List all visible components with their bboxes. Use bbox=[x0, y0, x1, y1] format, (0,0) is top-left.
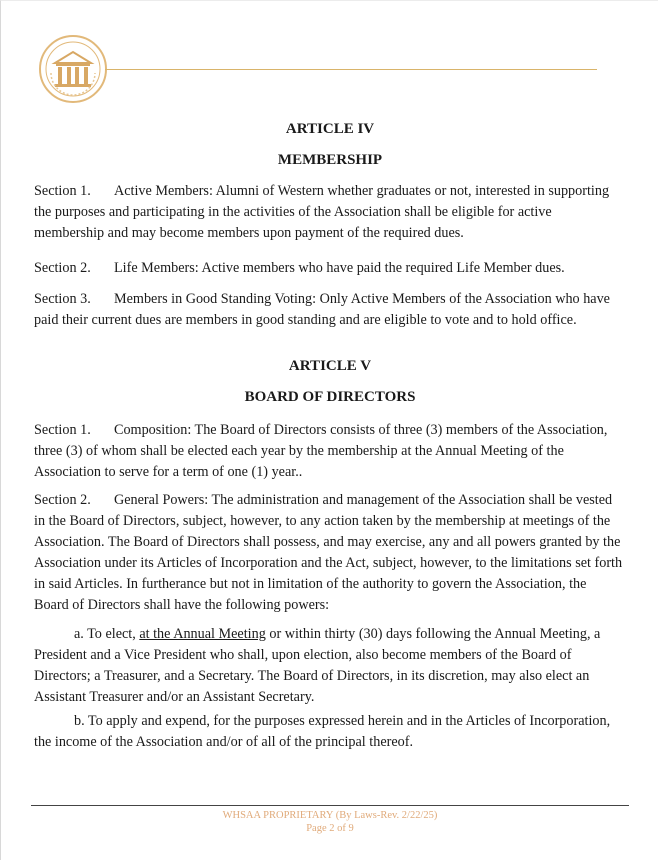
section-number: Section 3. bbox=[34, 291, 91, 307]
header-rule bbox=[105, 69, 597, 70]
section-number: Section 1. bbox=[34, 422, 91, 438]
article-v-section-2 bbox=[34, 490, 624, 616]
article-iv-title: ARTICLE IV bbox=[285, 121, 375, 137]
article-iv-subtitle: MEMBERSHIP bbox=[277, 152, 383, 168]
section-text: Composition: The Board of Directors consists of three (3) members of the Association, three (3) of whom shall be elected each year by the membership at the Annual Meeting of the Association to serve for a term of one (1) year.. bbox=[34, 422, 608, 480]
section-number: Section 2. bbox=[34, 260, 91, 276]
section-text: Members in Good Standing Voting: Only Active Members of the Association who have paid their current dues are members in good standing and are eligible to vote and to hold office. bbox=[34, 291, 610, 328]
section-text: Active Members: Alumni of Western whether graduates or not, interested in supporting the purposes and participating in the activities of the Association shall be eligible for active membership and may become members upon payment of the required dues. bbox=[34, 183, 610, 241]
footer-rule bbox=[31, 805, 629, 806]
power-item-b bbox=[34, 711, 624, 753]
footer-page-number: Page 2 of 9 bbox=[306, 823, 354, 834]
section-number: Section 2. bbox=[34, 492, 91, 508]
georgia-state-seal-arch-icon bbox=[37, 33, 109, 105]
article-iv-section-2 bbox=[34, 258, 624, 279]
item-text: b. To apply and expend, for the purposes expressed herein and in the Articles of Incorporation, the income of the Association and/or of all of the principal thereof. bbox=[34, 713, 611, 750]
article-v-section-1 bbox=[34, 420, 624, 483]
power-item-a bbox=[34, 624, 624, 708]
footer-proprietary: WHSAA PROPRIETARY (By Laws-Rev. 2/22/25) bbox=[222, 810, 438, 821]
section-number: Section 1. bbox=[34, 183, 91, 199]
item-text: or within thirty (30) days following the Annual Meeting, a President and a Vice President who shall, upon election, also become members of the Board of Directors; a Treasurer, and a Secretary. The Board of Directors, in its discretion, may also elect an Assistant Treasurer and/or an Assistant Secretary. bbox=[34, 626, 601, 705]
article-iv-section-3 bbox=[34, 289, 624, 331]
article-v-title: ARTICLE V bbox=[288, 358, 372, 374]
item-text: a. To elect, bbox=[74, 626, 140, 642]
section-text: General Powers: The administration and management of the Association shall be vested in the Board of Directors, subject, however, to any action taken by the membership at meetings of the Association. The Board of Directors shall possess, and may exercise, any and all powers granted by the Association under its Articles of Incorporation and the Act, subject, however, to the limitations set forth in said Articles. In furtherance but not in limitation of the authority to govern the Association, the Board of Directors shall have the following powers: bbox=[34, 492, 623, 613]
underlined-phrase: at the Annual Meeting bbox=[139, 626, 266, 642]
article-iv-section-1 bbox=[34, 181, 624, 244]
article-v-subtitle: BOARD OF DIRECTORS bbox=[244, 389, 416, 405]
section-text: Life Members: Active members who have paid the required Life Member dues. bbox=[114, 260, 565, 276]
